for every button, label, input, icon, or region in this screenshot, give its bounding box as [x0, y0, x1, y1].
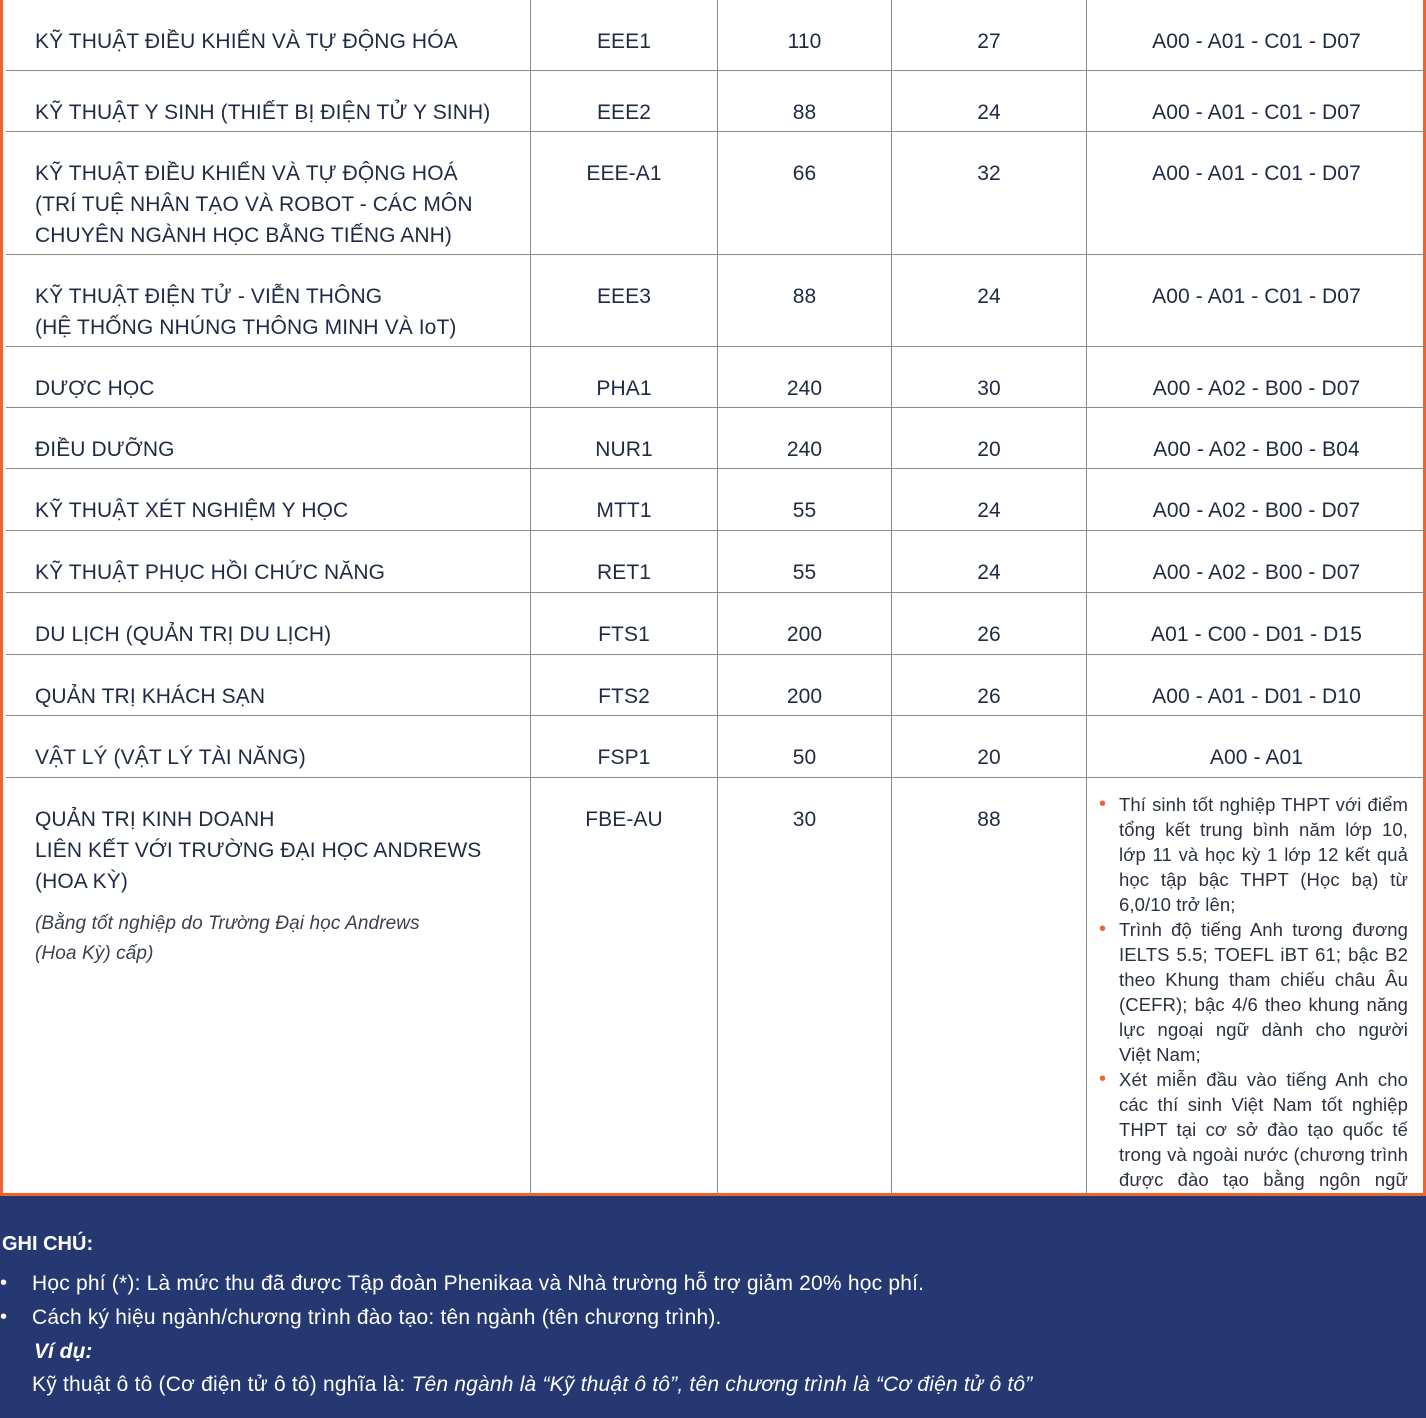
program-code: EEE-A1: [531, 131, 718, 254]
program-name-cell: [6, 70, 531, 131]
program-code: NUR1: [531, 407, 718, 468]
program-code: RET1: [531, 530, 718, 592]
table-row: [6, 777, 1426, 1242]
program-name-cell: [6, 654, 531, 715]
table-row: [6, 131, 1426, 254]
program-fee: 24: [892, 468, 1087, 530]
program-name: QUẢN TRỊ KHÁCH SẠN: [35, 684, 266, 708]
program-quota: 200: [718, 592, 892, 654]
program-name-cell: [6, 592, 531, 654]
program-name: (HOA KỲ): [35, 869, 128, 893]
admission-requirements-list: [1087, 792, 1426, 1242]
table-row: [6, 254, 1426, 346]
program-name: QUẢN TRỊ KINH DOANH: [35, 807, 275, 831]
table-row: [6, 654, 1426, 715]
table-row: [6, 530, 1426, 592]
example-text: [32, 1373, 1033, 1397]
note-item-tuition: Học phí (*): Là mức thu đã được Tập đoàn Phenikaa và Nhà trường hỗ trợ giảm 20% học phí.: [32, 1272, 925, 1295]
note-item-notation: Cách ký hiệu ngành/chương trình đào tạo: tên ngành (tên chương trình).: [32, 1306, 722, 1329]
program-name: KỸ THUẬT ĐIỀU KHIỂN VÀ TỰ ĐỘNG HOÁ: [35, 161, 458, 185]
table-row: [6, 715, 1426, 777]
programs-table-body: [6, 0, 1426, 1242]
program-code: PHA1: [531, 346, 718, 407]
bullet-icon: •: [0, 1272, 8, 1294]
program-subject-combos: A00 - A02 - B00 - D07: [1087, 346, 1426, 407]
program-subject-combos: A01 - C00 - D01 - D15: [1087, 592, 1426, 654]
program-code: EEE2: [531, 70, 718, 131]
notes-title: GHI CHÚ:: [2, 1233, 94, 1255]
program-subject-combos: A00 - A01: [1087, 715, 1426, 777]
program-name-cell: [6, 530, 531, 592]
program-quota: 55: [718, 530, 892, 592]
program-name-cell: [6, 777, 531, 1242]
table-row: [6, 0, 1426, 70]
program-name: LIÊN KẾT VỚI TRƯỜNG ĐẠI HỌC ANDREWS: [35, 838, 482, 862]
program-subject-combos: A00 - A01 - C01 - D07: [1087, 0, 1426, 70]
program-fee: 30: [892, 346, 1087, 407]
program-quota: 66: [718, 131, 892, 254]
program-name-cell: [6, 715, 531, 777]
table-row: [6, 468, 1426, 530]
program-name: (HỆ THỐNG NHÚNG THÔNG MINH VÀ IoT): [35, 315, 457, 339]
program-fee: 24: [892, 254, 1087, 346]
program-subject-combos: A00 - A02 - B00 - D07: [1087, 530, 1426, 592]
program-code: FBE-AU: [531, 777, 718, 1242]
program-name: ĐIỀU DƯỠNG: [35, 437, 175, 461]
program-subject-combos: A00 - A01 - C01 - D07: [1087, 131, 1426, 254]
program-name: (TRÍ TUỆ NHÂN TẠO VÀ ROBOT - CÁC MÔN: [35, 192, 473, 216]
program-name: KỸ THUẬT Y SINH (THIẾT BỊ ĐIỆN TỬ Y SINH): [35, 100, 491, 124]
program-quota: 110: [718, 0, 892, 70]
program-subject-combos: A00 - A02 - B00 - B04: [1087, 407, 1426, 468]
program-fee: 20: [892, 407, 1087, 468]
program-name-cell: [6, 468, 531, 530]
program-quota: 200: [718, 654, 892, 715]
program-name: KỸ THUẬT PHỤC HỒI CHỨC NĂNG: [35, 560, 386, 584]
program-fee: 26: [892, 654, 1087, 715]
requirement-item: • Xét miễn đầu vào tiếng Anh cho các thí sinh Việt Nam tốt nghiệp THPT tại cơ sở đào tạo quốc tế trong và ngoài nước (chương trình được đào tạo bằng ngôn ngữ: [1119, 1067, 1408, 1242]
program-quota: 55: [718, 468, 892, 530]
program-name: KỸ THUẬT ĐIỆN TỬ - VIỄN THÔNG: [35, 284, 383, 308]
requirement-item: • Thí sinh tốt nghiệp THPT với điểm tổng kết trung bình năm lớp 10, lớp 11 và học kỳ 1 lớp 12 kết quả học tập bậc THPT (Học bạ) từ 6,0/10 trở lên;: [1119, 792, 1408, 917]
program-quota: 240: [718, 346, 892, 407]
table-row: [6, 592, 1426, 654]
program-subject-combos: A00 - A02 - B00 - D07: [1087, 468, 1426, 530]
program-quota: 240: [718, 407, 892, 468]
program-fee: 32: [892, 131, 1087, 254]
program-name: DƯỢC HỌC: [35, 376, 155, 400]
program-code: EEE1: [531, 0, 718, 70]
program-quota: 50: [718, 715, 892, 777]
program-name-cell: [6, 254, 531, 346]
program-fee: 24: [892, 530, 1087, 592]
example-italic: Tên ngành là “Kỹ thuật ô tô”, tên chương trình là “Cơ điện tử ô tô”: [411, 1373, 1033, 1396]
program-quota: 88: [718, 254, 892, 346]
program-name: VẬT LÝ (VẬT LÝ TÀI NĂNG): [35, 745, 306, 769]
program-fee: 26: [892, 592, 1087, 654]
program-name-cell: [6, 346, 531, 407]
notes-footer: [0, 1196, 1426, 1418]
program-subject-combos: A00 - A01 - C01 - D07: [1087, 254, 1426, 346]
program-subject-combos: A00 - A01 - C01 - D07: [1087, 70, 1426, 131]
program-quota: 30: [718, 777, 892, 1242]
programs-table: [6, 0, 1426, 1242]
program-name-cell: [6, 0, 531, 70]
bullet-icon: •: [0, 1306, 8, 1328]
program-degree-note: [35, 909, 520, 969]
program-fee: 88: [892, 777, 1087, 1242]
example-plain: Kỹ thuật ô tô (Cơ điện tử ô tô) nghĩa là:: [32, 1373, 412, 1396]
requirement-item: • Trình độ tiếng Anh tương đương IELTS 5.5; TOEFL iBT 61; bậc B2 theo Khung tham chiếu châu Âu (CEFR); bậc 4/6 theo khung năng lực ngoại ngữ dành cho người Việt Nam;: [1119, 917, 1408, 1067]
table-row: [6, 407, 1426, 468]
table-row: [6, 70, 1426, 131]
example-label: Ví dụ:: [34, 1340, 93, 1363]
program-name-cell: [6, 407, 531, 468]
program-name-cell: [6, 131, 531, 254]
program-name: CHUYÊN NGÀNH HỌC BẰNG TIẾNG ANH): [35, 223, 453, 247]
program-code: FTS1: [531, 592, 718, 654]
program-fee: 24: [892, 70, 1087, 131]
program-quota: 88: [718, 70, 892, 131]
program-name: KỸ THUẬT XÉT NGHIỆM Y HỌC: [35, 498, 349, 522]
program-name: DU LỊCH (QUẢN TRỊ DU LỊCH): [35, 622, 332, 646]
degree-note-line: (Bằng tốt nghiệp do Trường Đại học Andrews: [35, 912, 420, 934]
program-code: FTS2: [531, 654, 718, 715]
table-row: [6, 346, 1426, 407]
degree-note-line: (Hoa Kỳ) cấp): [35, 942, 154, 964]
program-code: FSP1: [531, 715, 718, 777]
program-subject-combos: A00 - A01 - D01 - D10: [1087, 654, 1426, 715]
program-fee: 27: [892, 0, 1087, 70]
program-code: EEE3: [531, 254, 718, 346]
program-name: KỸ THUẬT ĐIỀU KHIỂN VÀ TỰ ĐỘNG HÓA: [35, 30, 458, 53]
admission-requirements-cell: [1087, 777, 1426, 1242]
program-code: MTT1: [531, 468, 718, 530]
program-fee: 20: [892, 715, 1087, 777]
